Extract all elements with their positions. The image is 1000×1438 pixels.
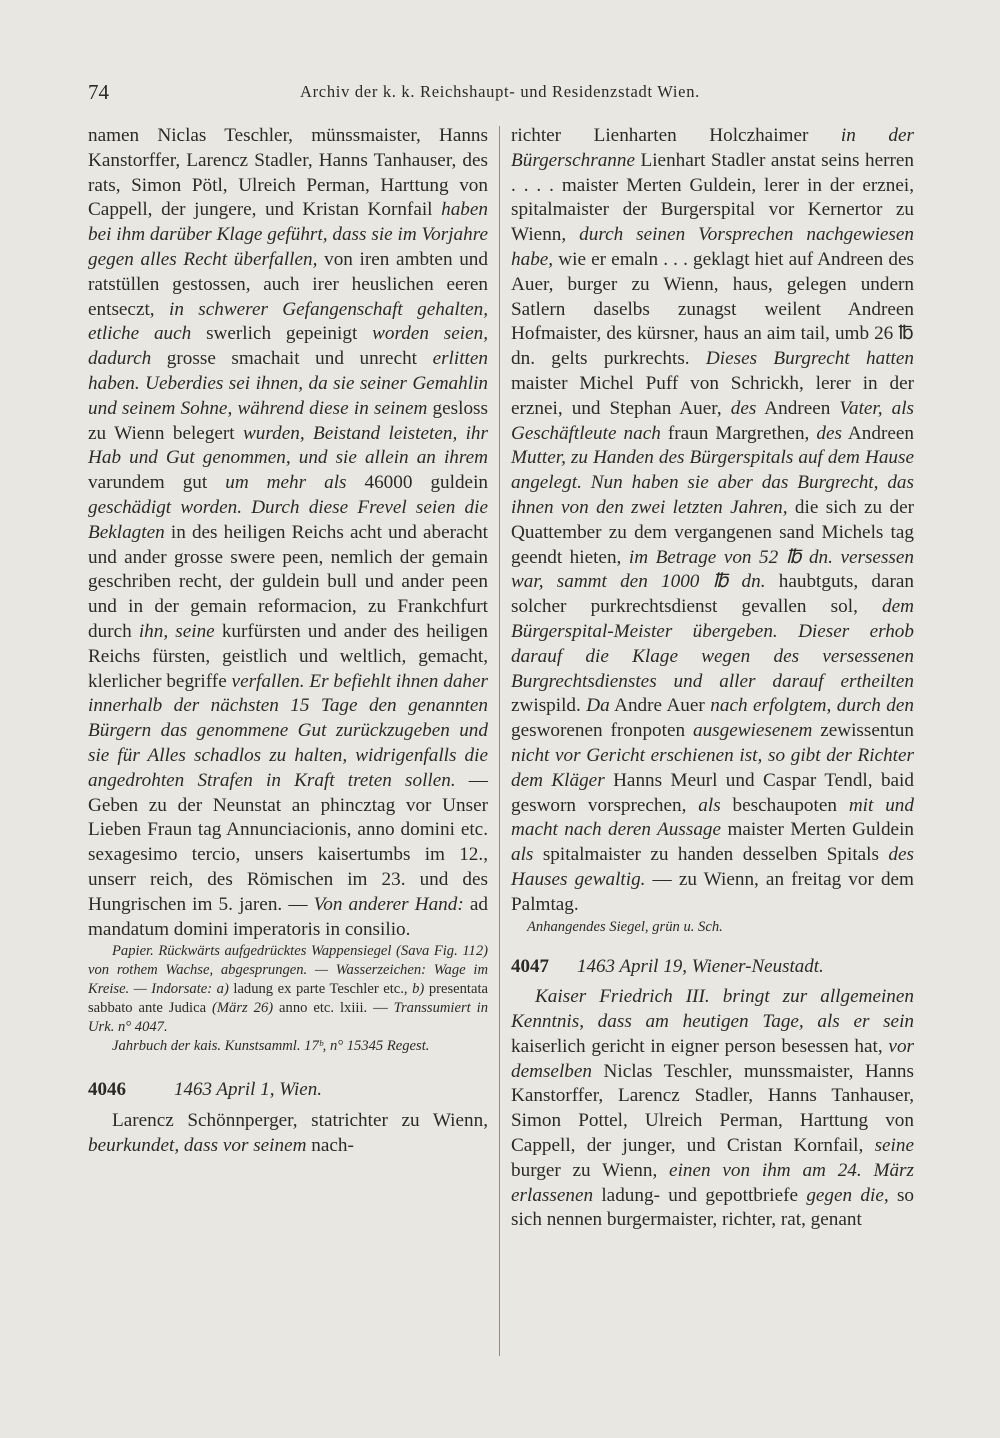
entry-heading-4046 <box>88 1078 488 1103</box>
entry-date: 1463 April 1, Wien. <box>174 1079 322 1101</box>
page-number: 74 <box>88 80 109 104</box>
archival-note: Papier. Rückwärts aufgedrücktes Wappensiegel (Sava Fig. 112) von rothem Wachse, abgesprungen. — Wasserzeichen: Wage im Kreise. — Indorsate: a) ladung ex parte Teschler etc., b) presentata sabbato ante Judica (März 26) anno etc. lxiii. — Transsumiert in Urk. n° 4047. <box>88 943 489 1036</box>
entry-heading-4047 <box>511 955 914 980</box>
page-header <box>88 80 920 108</box>
entry-number: 4046 <box>88 1079 126 1101</box>
entry-text-4046: Larencz Schönnperger, statrichter zu Wienn, beurkundet, dass vor seinem nach- <box>88 1110 488 1156</box>
column-divider <box>499 126 500 1356</box>
right-column <box>511 124 914 1233</box>
continued-paragraph: richter Lienharten Holczhaimer in der Bürgerschranne Lienhart Stadler anstat seins herren . . . . maister Merten Guldein, lerer in der erznei, spitalmaister der Burgerspital vor Kernertor zu Wienn, durch seinen Vorsprechen nachgewiesen habe, wie er emaln . . . geklagt hiet auf Andreen des Auer, burger zu Wienn, haus, gelegen undern Satlern daselbs zunagst weilent Andreen Hofmaister, des kürsner, haus an aim tail, umb 26 ℔ dn. gelts purkrechts. Dieses Burgrecht hatten maister Michel Puff von Schrickh, lerer in der erznei, und Stephan Auer, des Andreen Vater, als Geschäftleute nach fraun Margrethen, des Andreen Mutter, zu Handen des Bürgerspitals auf dem Hause angelegt. Nun haben sie aber das Burgrecht, das ihnen von den zwei letzten Jahren, die sich zu der Quattember zu dem vergangenen sand Michels tag geendt hieten, im Betrage von 52 ℔ dn. versessen war, sammt den 1000 ℔ dn. haubtguts, daran solcher purkrechtsdienst gevallen sol, dem Bürgerspital-Meister übergeben. Dieser erhob darauf die Klage wegen des versessenen Burgrechtsdienstes und aller darauf ertheilten zwispild. Da Andre Auer nach erfolgtem, durch den gesworenen fronpoten ausgewiesenem zewissentun nicht vor Gericht erschienen ist, so gibt der Richter dem Kläger Hanns Meurl und Caspar Tendl, baid gesworn vorsprechen, als beschaupoten mit und macht nach deren Aussage maister Merten Guldein als spitalmaister zu handen desselben Spitals des Hauses gewaltig. — zu Wienn, an freitag vor dem Palmtag. <box>511 125 914 915</box>
left-column <box>88 124 488 1159</box>
entry-date: 1463 April 19, Wiener-Neustadt. <box>577 955 824 977</box>
continued-paragraph: namen Niclas Teschler, münssmaister, Hanns Kanstorffer, Larencz Stadler, Hanns Tanhauser, des rats, Simon Pötl, Ulreich Perman, Harttung von Cappell, der jungere, und Kristan Kornfail haben bei ihm darüber Klage geführt, dass sie im Vorjahre gegen alles Recht überfallen, von iren ambten und ratstüllen gestossen, auch irer heuslichen eeren entseczt, in schwerer Gefangenschaft gehalten, etliche auch swerlich gepeinigt worden seien, dadurch grosse smachait und unrecht erlitten haben. Ueberdies sei ihnen, da sie seiner Gemahlin und seinem Sohne, während diese in seinem gesloss zu Wienn belegert wurden, Beistand leisteten, ihr Hab und Gut genommen, und sie allein an ihrem varundem gut um mehr als 46000 guldein geschädigt worden. Durch diese Frevel seien die Beklagten in des heiligen Reichs acht und aberacht und ander grosse swere peen, nemlich der gemain geschriben recht, der guldein bull und ander peen und in der gemain reformacion, zu Frankchfurt durch ihn, seine kurfürsten und ander des heiligen Reichs fürsten, geistlich und weltlich, gemacht, klerlicher begriffe verfallen. Er befiehlt ihnen daher innerhalb der nächsten 15 Tage den genannten Bürgern das genommene Gut zurückzugeben und sie für Alles schadlos zu halten, widrigenfalls die angedrohten Strafen in Kraft treten sollen. — Geben zu der Neunstat an phincztag vor Unser Lieben Fraun tag Annunciacionis, anno domini etc. sexagesimo tercio, unsers kaisertumbs im 12., unserr reich, des Römischen im 23. und des Hungrischen im 5. jaren. — Von anderer Hand: ad mandatum domini imperatoris in consilio. <box>88 125 489 940</box>
entry-text-4047: Kaiser Friedrich III. bringt zur allgemeinen Kenntnis, dass am heutigen Tage, als er sein kaiserlich gericht in eigner person besessen hat, vor demselben Niclas Teschler, munssmaister, Hanns Kanstorffer, Larencz Stadler, Hanns Tanhauser, Simon Pottel, Ulreich Perman, Harttung von Cappell, der junger, und Cristan Kornfail, seine burger zu Wienn, einen von ihm am 24. März erlassenen ladung- und gepottbriefe gegen die, so sich nennen burgermaister, richter, rat, genant <box>511 986 915 1231</box>
source-note: Jahrbuch der kais. Kunstsamml. 17ᵇ, n° 15345 Regest. <box>112 1038 430 1055</box>
running-head: Archiv der k. k. Reichshaupt- und Residenzstadt Wien. <box>300 82 700 101</box>
entry-number: 4047 <box>511 955 549 977</box>
seal-note: Anhangendes Siegel, grün u. Sch. <box>527 918 723 935</box>
